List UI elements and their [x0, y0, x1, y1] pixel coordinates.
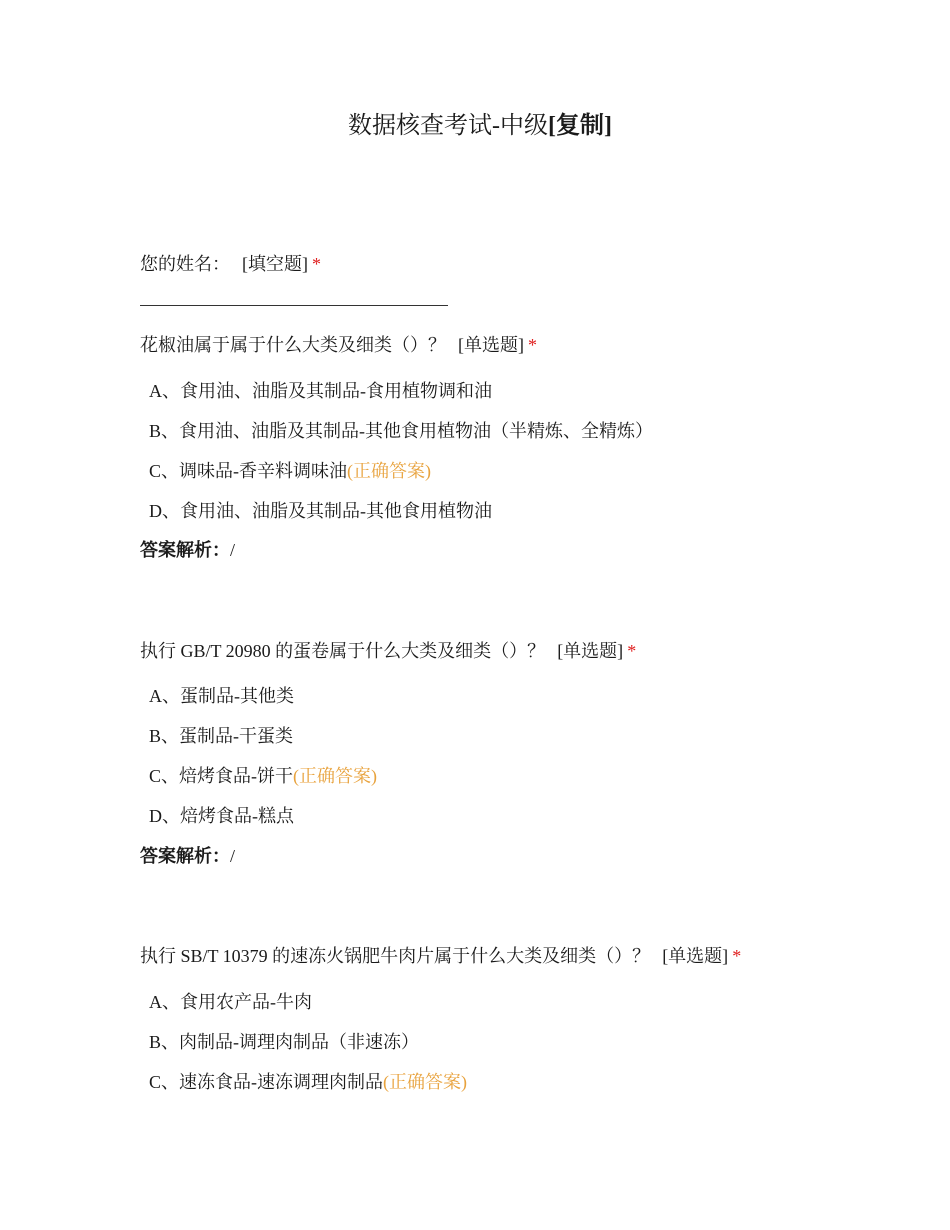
question-3	[140, 943, 741, 969]
option-c	[149, 763, 377, 789]
option-text: A、蛋制品-其他类	[149, 686, 294, 706]
question-type: [单选题]	[458, 335, 524, 355]
option-c	[149, 458, 431, 484]
option-text: C、调味品-香辛料调味油	[149, 461, 347, 481]
question-name	[140, 251, 321, 277]
question-type: [单选题]	[662, 946, 729, 966]
option-text: B、食用油、油脂及其制品-其他食用植物油（半精炼、全精炼）	[149, 421, 653, 441]
analysis-value: /	[230, 846, 236, 866]
question-text: 花椒油属于属于什么大类及细类（）？	[140, 335, 446, 355]
option-d	[149, 498, 492, 524]
question-1	[140, 332, 537, 358]
option-text: B、蛋制品-干蛋类	[149, 726, 293, 746]
correct-answer-tag: (正确答案)	[293, 766, 377, 786]
option-text: A、食用农产品-牛肉	[149, 992, 312, 1012]
option-c	[149, 1069, 467, 1095]
analysis-label: 答案解析：	[140, 540, 230, 560]
name-answer-line[interactable]	[140, 305, 448, 306]
document-title-main: 数据核查考试-中级	[348, 113, 548, 139]
option-b	[149, 1029, 419, 1055]
document-title	[0, 108, 950, 144]
required-marker: *	[627, 641, 637, 661]
option-text: C、焙烤食品-饼干	[149, 766, 293, 786]
option-text: A、食用油、油脂及其制品-食用植物调和油	[149, 381, 492, 401]
document-title-copy-tag: [复制]	[548, 113, 612, 139]
correct-answer-tag: (正确答案)	[383, 1072, 467, 1092]
option-text: D、焙烤食品-糕点	[149, 806, 294, 826]
question-text: 执行 GB/T 20980 的蛋卷属于什么大类及细类（）？	[140, 641, 546, 661]
required-marker: *	[528, 335, 537, 355]
answer-analysis	[140, 537, 235, 563]
answer-analysis	[140, 843, 235, 869]
question-text: 执行 SB/T 10379 的速冻火锅肥牛肉片属于什么大类及细类（）？	[140, 946, 651, 966]
correct-answer-tag: (正确答案)	[347, 461, 431, 481]
option-d	[149, 803, 294, 829]
option-a	[149, 378, 492, 404]
option-b	[149, 723, 293, 749]
analysis-value: /	[230, 540, 236, 560]
question-type: [填空题]	[242, 254, 308, 274]
option-text: C、速冻食品-速冻调理肉制品	[149, 1072, 383, 1092]
option-a	[149, 989, 312, 1015]
required-marker: *	[312, 254, 321, 274]
option-a	[149, 683, 294, 709]
question-type: [单选题]	[557, 641, 624, 661]
required-marker: *	[732, 946, 742, 966]
question-2	[140, 638, 636, 664]
question-text: 您的姓名：	[140, 254, 230, 274]
analysis-label: 答案解析：	[140, 846, 230, 866]
option-text: B、肉制品-调理肉制品（非速冻）	[149, 1032, 419, 1052]
option-text: D、食用油、油脂及其制品-其他食用植物油	[149, 501, 492, 521]
option-b	[149, 418, 653, 444]
